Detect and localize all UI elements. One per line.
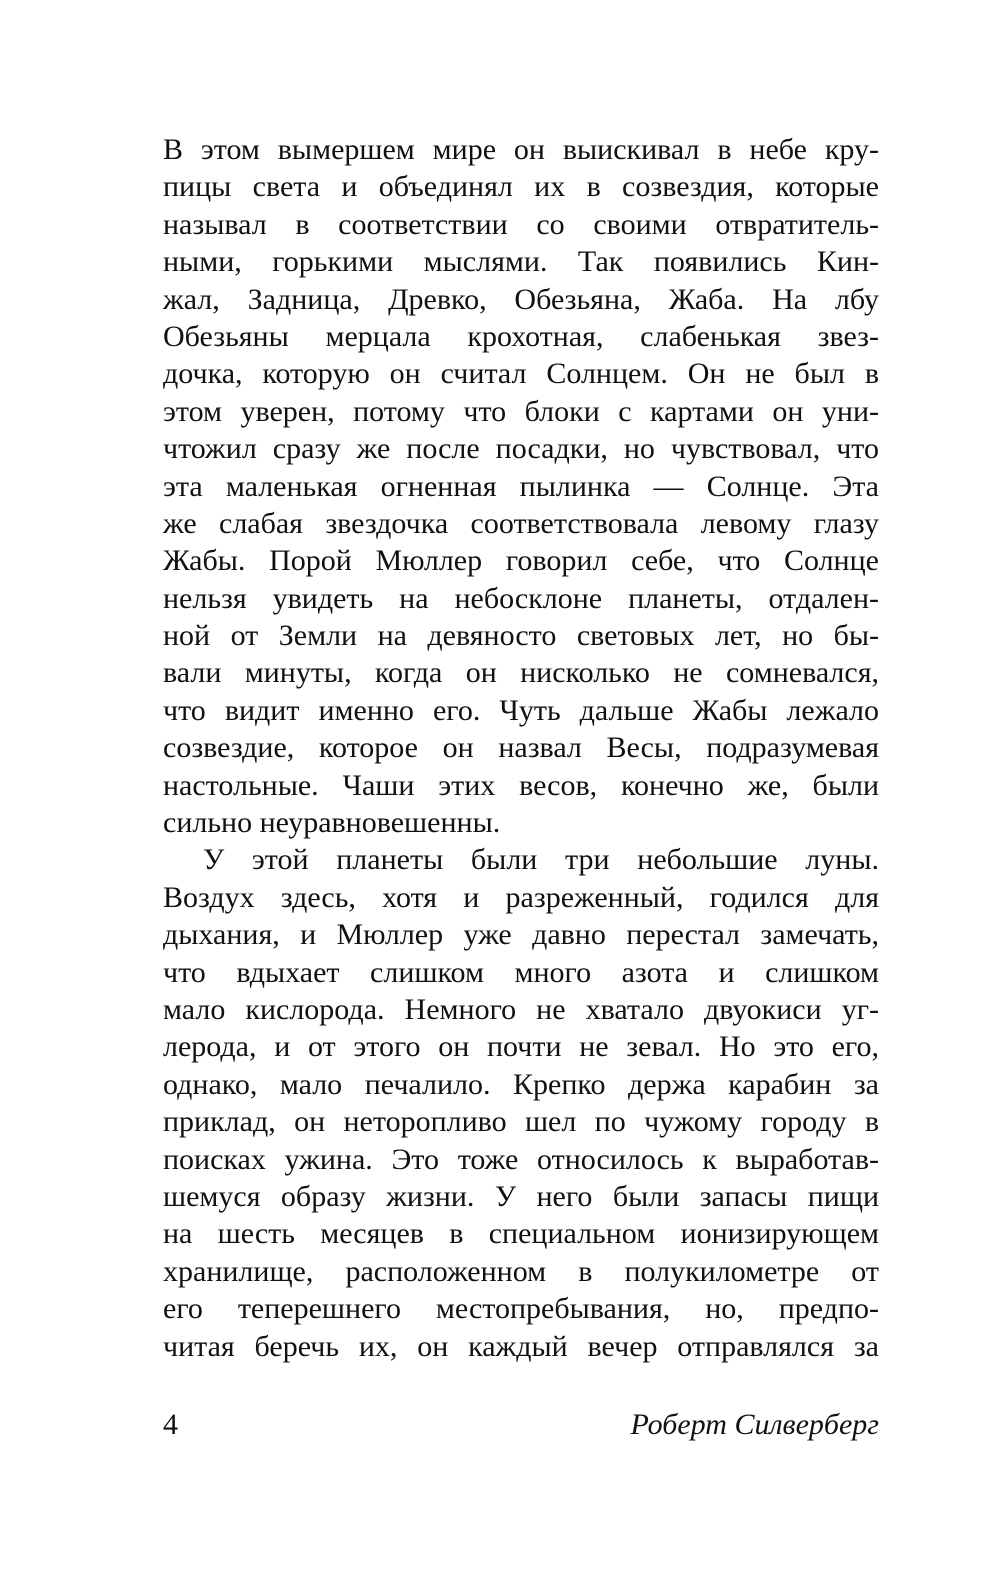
page-number: 4 bbox=[163, 1408, 178, 1441]
text-line: сильно неуравновешенны. bbox=[163, 806, 501, 840]
running-header-author: Роберт Силверберг bbox=[630, 1408, 879, 1441]
text-line: что вдыхает слишком много азота и слишком bbox=[163, 955, 879, 989]
text-line: эта маленькая огненная пылинка — Солнце. Эта bbox=[163, 469, 879, 503]
text-line: Жабы. Порой Мюллер говорил себе, что Солнце bbox=[163, 544, 879, 578]
text-line: жал, Задница, Древко, Обезьяна, Жаба. На лбу bbox=[163, 282, 879, 316]
text-line: его теперешнего местопребывания, но, предпо- bbox=[163, 1292, 879, 1326]
text-line: что видит именно его. Чуть дальше Жабы лежало bbox=[163, 693, 879, 727]
text-line: настольные. Чаши этих весов, конечно же, были bbox=[163, 768, 879, 802]
text-line: шемуся образу жизни. У него были запасы пищи bbox=[163, 1179, 879, 1213]
text-line: пицы света и объединял их в созвездия, которые bbox=[163, 170, 879, 204]
page-footer bbox=[163, 1408, 879, 1448]
body-text bbox=[163, 131, 879, 1365]
text-line: приклад, он неторопливо шел по чужому городу в bbox=[163, 1105, 879, 1139]
text-line: чтожил сразу же после посадки, но чувствовал, что bbox=[163, 432, 879, 466]
text-line: же слабая звездочка соответствовала левому глазу bbox=[163, 506, 879, 540]
text-line: созвездие, которое он назвал Весы, подразумевая bbox=[163, 731, 879, 765]
text-line: Воздух здесь, хотя и разреженный, годился для bbox=[163, 880, 879, 914]
text-line: ными, горькими мыслями. Так появились Кин- bbox=[163, 245, 879, 279]
text-line: дыхания, и Мюллер уже давно перестал замечать, bbox=[163, 918, 879, 952]
text-line: В этом вымершем мире он выискивал в небе кру- bbox=[163, 133, 879, 166]
text-line: называл в соответствии со своими отвратитель- bbox=[163, 207, 879, 241]
text-line: поисках ужина. Это тоже относилось к выработав- bbox=[163, 1142, 879, 1176]
text-line: нельзя увидеть на небосклоне планеты, отдален- bbox=[163, 581, 879, 615]
text-line: хранилище, расположенном в полукилометре от bbox=[163, 1254, 879, 1288]
text-line: мало кислорода. Немного не хватало двуокиси уг- bbox=[163, 992, 879, 1026]
text-line: лерода, и от этого он почти не зевал. Но это его, bbox=[163, 1030, 879, 1064]
text-line: У этой планеты были три небольшие луны. bbox=[203, 843, 879, 877]
text-line: однако, мало печалило. Крепко держа карабин за bbox=[163, 1067, 879, 1101]
text-line: на шесть месяцев в специальном ионизирующем bbox=[163, 1217, 879, 1251]
text-line: этом уверен, потому что блоки с картами он уни- bbox=[163, 394, 879, 428]
text-line: читая беречь их, он каждый вечер отправлялся за bbox=[163, 1329, 879, 1363]
text-line: дочка, которую он считал Солнцем. Он не был в bbox=[163, 357, 879, 391]
text-line: вали минуты, когда он нисколько не сомневался, bbox=[163, 656, 879, 690]
text-line: ной от Земли на девяносто световых лет, но бы- bbox=[163, 619, 879, 653]
text-line: Обезьяны мерцала крохотная, слабенькая звез- bbox=[163, 319, 879, 353]
